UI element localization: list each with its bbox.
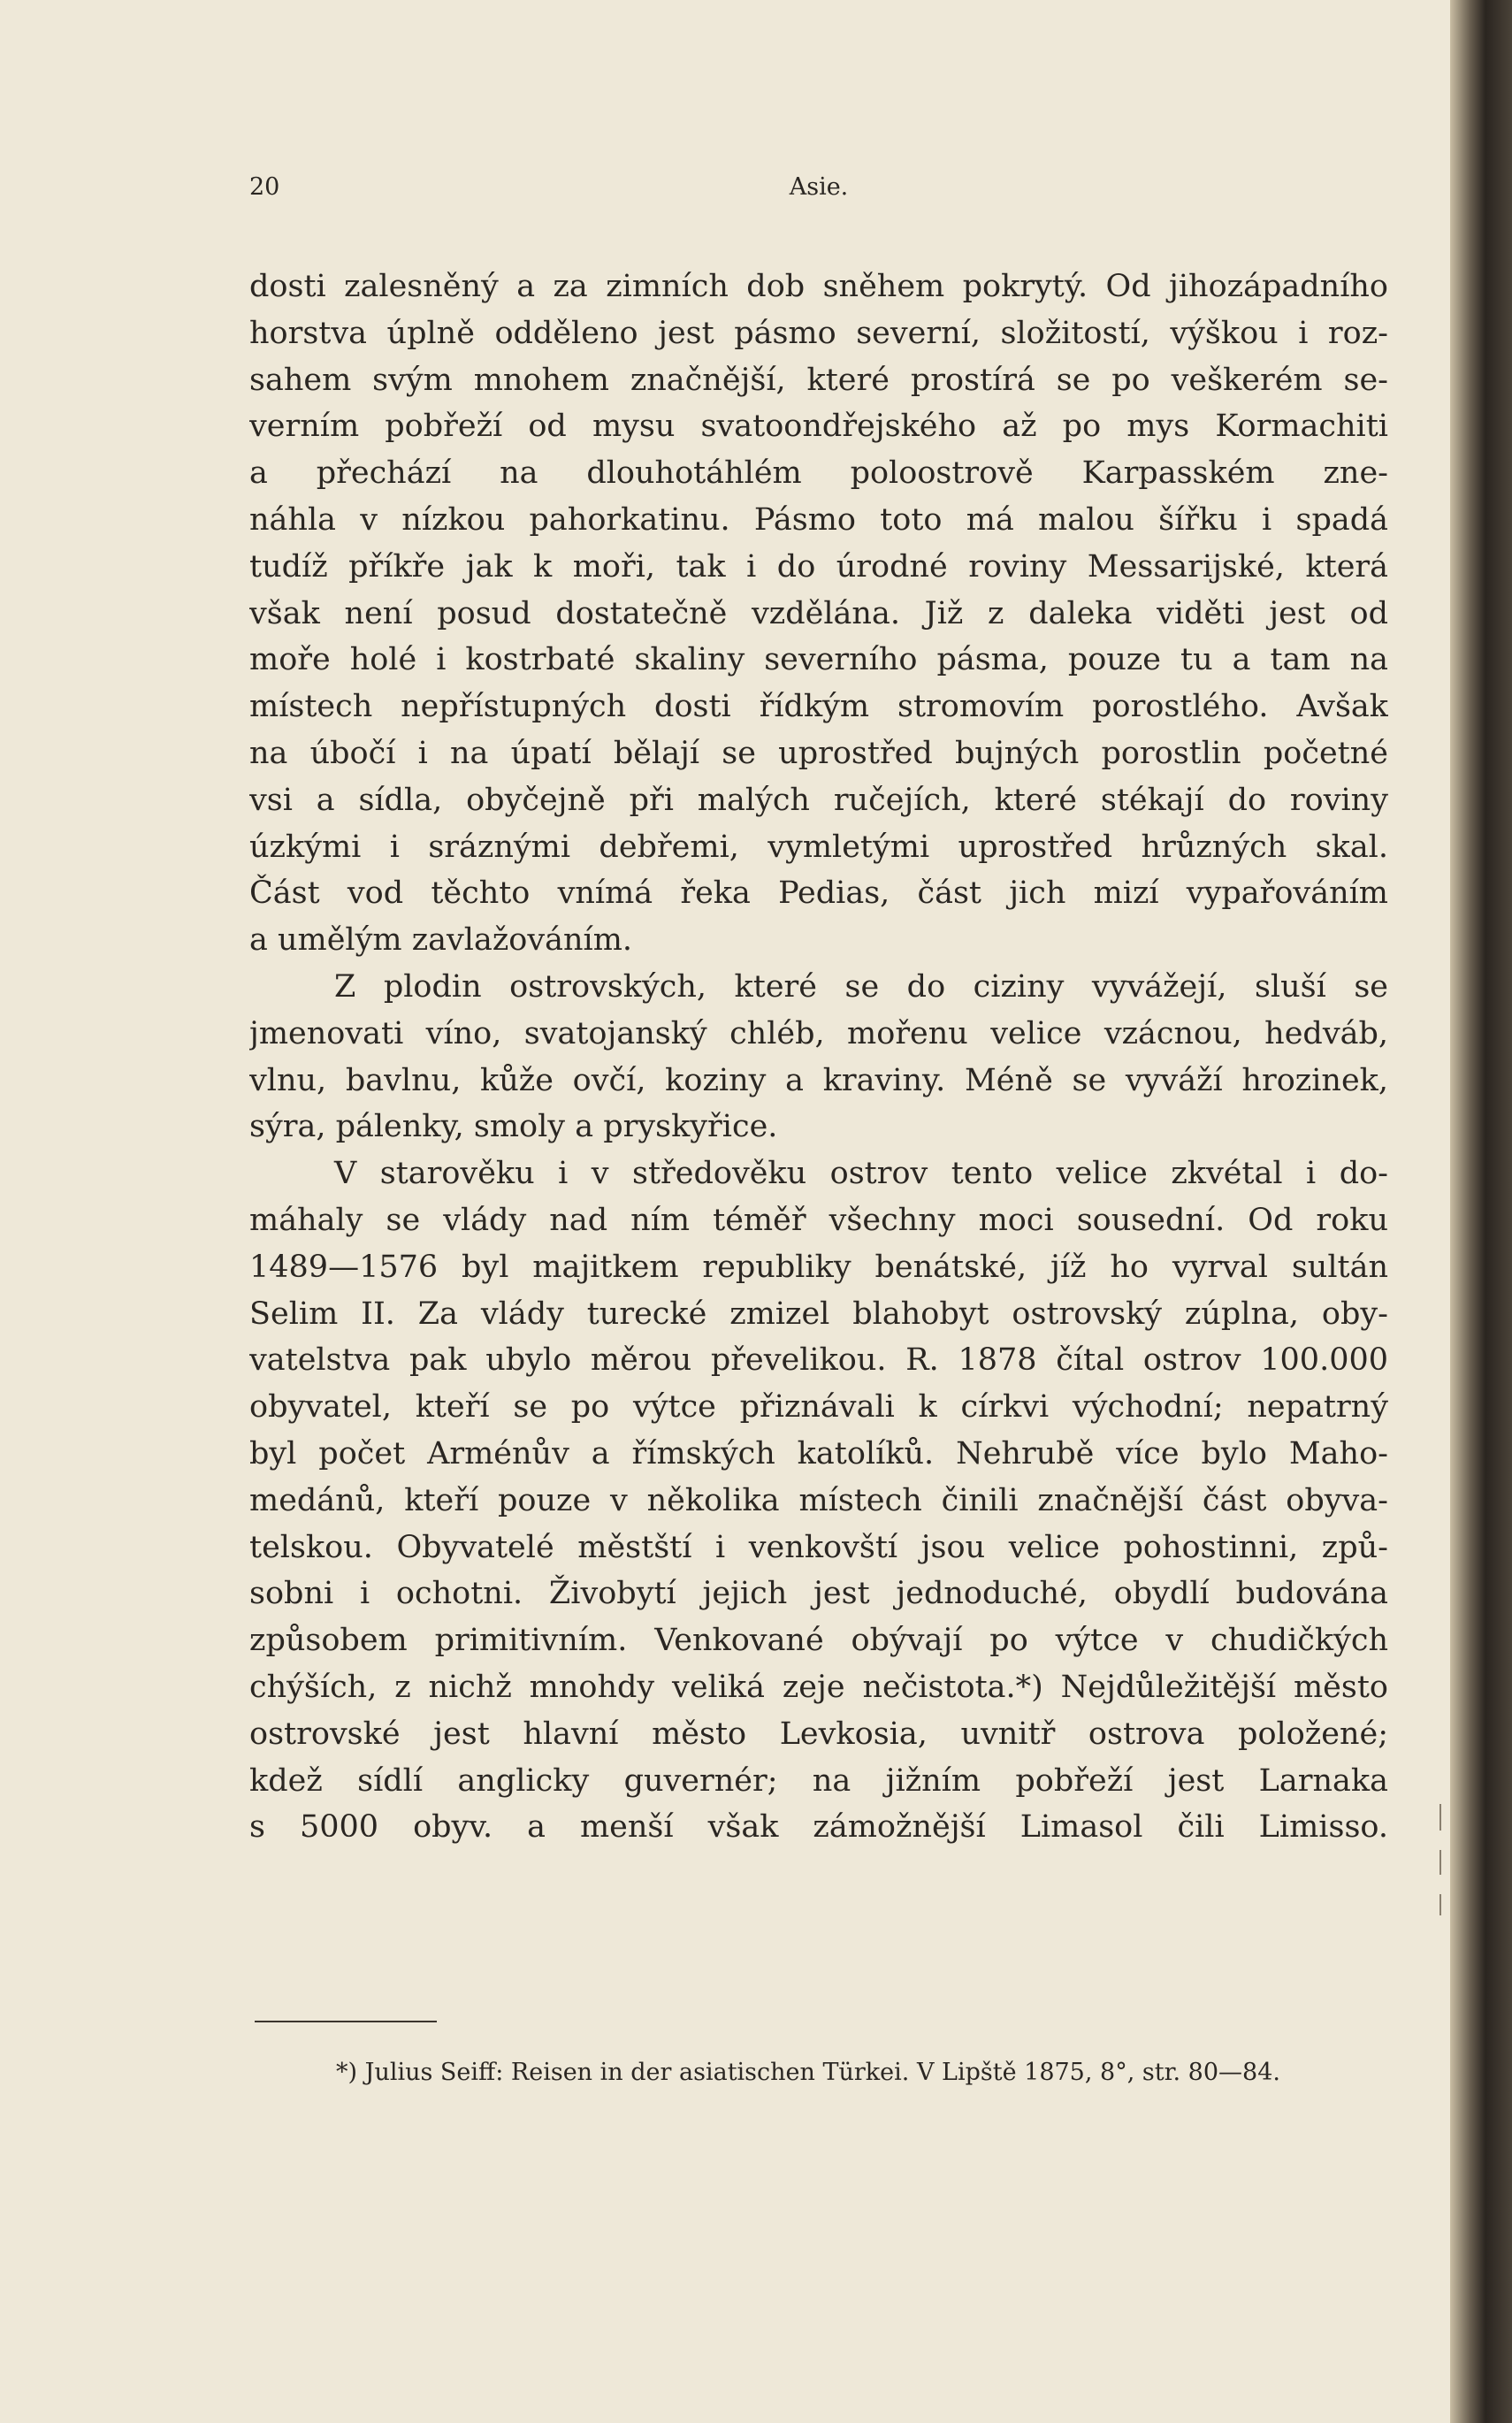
- running-head: Asie.: [789, 173, 849, 201]
- text-line: vlnu, bavlnu, kůže ovčí, koziny a kraviny. Méně se vyváží hrozinek,: [249, 1062, 1388, 1098]
- text-line: sobni i ochotni. Živobytí jejich jest jednoduché, obydlí budována: [249, 1576, 1388, 1612]
- text-line: ostrovské jest hlavní město Levkosia, uvnitř ostrova položené;: [249, 1716, 1388, 1752]
- text-line: však není posud dostatečně vzdělána. Již z daleka viděti jest od: [249, 595, 1388, 631]
- page-number: 20: [249, 173, 280, 201]
- text-line: Selim II. Za vlády turecké zmizel blahobyt ostrovský zúplna, oby-: [249, 1296, 1388, 1332]
- text-line: a přechází na dlouhotáhlém poloostrově Karpasském zne-: [249, 455, 1388, 492]
- text-line: vatelstva pak ubylo měrou převelikou. R. 1878 čítal ostrov 100.000: [249, 1342, 1388, 1379]
- text-line: způsobem primitivním. Venkované obývají po výtce v chudičkých: [249, 1623, 1388, 1659]
- text-line: dosti zalesněný a za zimních dob sněhem pokrytý. Od jihozápadního: [249, 269, 1388, 304]
- body-text: [249, 264, 1388, 1851]
- text-line: verním pobřeží od mysu svatoondřejského až po mys Kormachiti: [249, 409, 1388, 445]
- text-line: tudíž příkře jak k moři, tak i do úrodné roviny Messarijské, která: [249, 548, 1388, 585]
- text-line: telskou. Obyvatelé městští i venkovští jsou velice pohostinni, způ-: [249, 1529, 1388, 1565]
- text-line: jmenovati víno, svatojanský chléb, mořenu velice vzácnou, hedváb,: [249, 1015, 1388, 1051]
- text-line: a umělým zavlažováním.: [249, 922, 633, 959]
- text-line: V starověku i v středověku ostrov tento velice zkvétal i do-: [334, 1156, 1388, 1192]
- text-line: vsi a sídla, obyčejně při malých ručejích, které stékají do roviny: [249, 782, 1388, 818]
- text-line: 1489—1576 byl majitkem republiky benátské, jíž ho vyrval sultán: [249, 1249, 1388, 1285]
- text-line: sýra, pálenky, smoly a pryskyřice.: [249, 1109, 778, 1145]
- page-header: [249, 173, 1388, 209]
- text-line: obyvatel, kteří se po výtce přiznávali k církvi východní; nepatrný: [249, 1389, 1388, 1426]
- text-line: úzkými i sráznými debřemi, vymletými uprostřed hrůzných skal.: [249, 829, 1388, 865]
- text-line: byl počet Arménův a římských katolíků. Nehrubě více bylo Maho-: [249, 1435, 1388, 1471]
- text-line: kdež sídlí anglicky guvernér; na jižním pobřeží jest Larnaka: [249, 1762, 1388, 1799]
- text-line: s 5000 obyv. a menší však zámožnější Limasol čili Limisso.: [249, 1809, 1388, 1846]
- text-line: Část vod těchto vnímá řeka Pedias, část jich mizí vypařováním: [249, 875, 1388, 912]
- text-line: místech nepřístupných dosti řídkým stromovím porostlého. Avšak: [249, 689, 1388, 725]
- text-line: máhaly se vlády nad ním téměř všechny moci sousední. Od roku: [249, 1202, 1388, 1238]
- footnote: *) Julius Seiff: Reisen in der asiatischen Türkei. V Lipště 1875, 8°, str. 80—84.: [336, 2059, 1280, 2086]
- margin-mark: [1439, 1804, 1441, 1831]
- text-line: moře holé i kostrbaté skaliny severního pásma, pouze tu a tam na: [249, 642, 1388, 678]
- text-line: náhla v nízkou pahorkatinu. Pásmo toto má malou šířku i spadá: [249, 501, 1388, 538]
- footnote-rule: [255, 2021, 437, 2022]
- text-line: Z plodin ostrovských, které se do ciziny vyvážejí, sluší se: [334, 968, 1388, 1005]
- margin-mark: [1439, 1894, 1441, 1915]
- margin-mark: [1439, 1850, 1441, 1875]
- text-line: chýších, z nichž mnohdy veliká zeje nečistota.*) Nejdůležitější město: [249, 1669, 1388, 1705]
- book-spine-shadow: [1450, 0, 1512, 2423]
- text-line: horstva úplně odděleno jest pásmo severní, složitostí, výškou i roz-: [249, 315, 1388, 351]
- text-line: medánů, kteří pouze v několika místech činili značnější část obyva-: [249, 1482, 1388, 1518]
- text-line: sahem svým mnohem značnější, které prostírá se po veškerém se-: [249, 362, 1388, 398]
- text-line: na úbočí i na úpatí bělají se uprostřed bujných porostlin početné: [249, 735, 1388, 771]
